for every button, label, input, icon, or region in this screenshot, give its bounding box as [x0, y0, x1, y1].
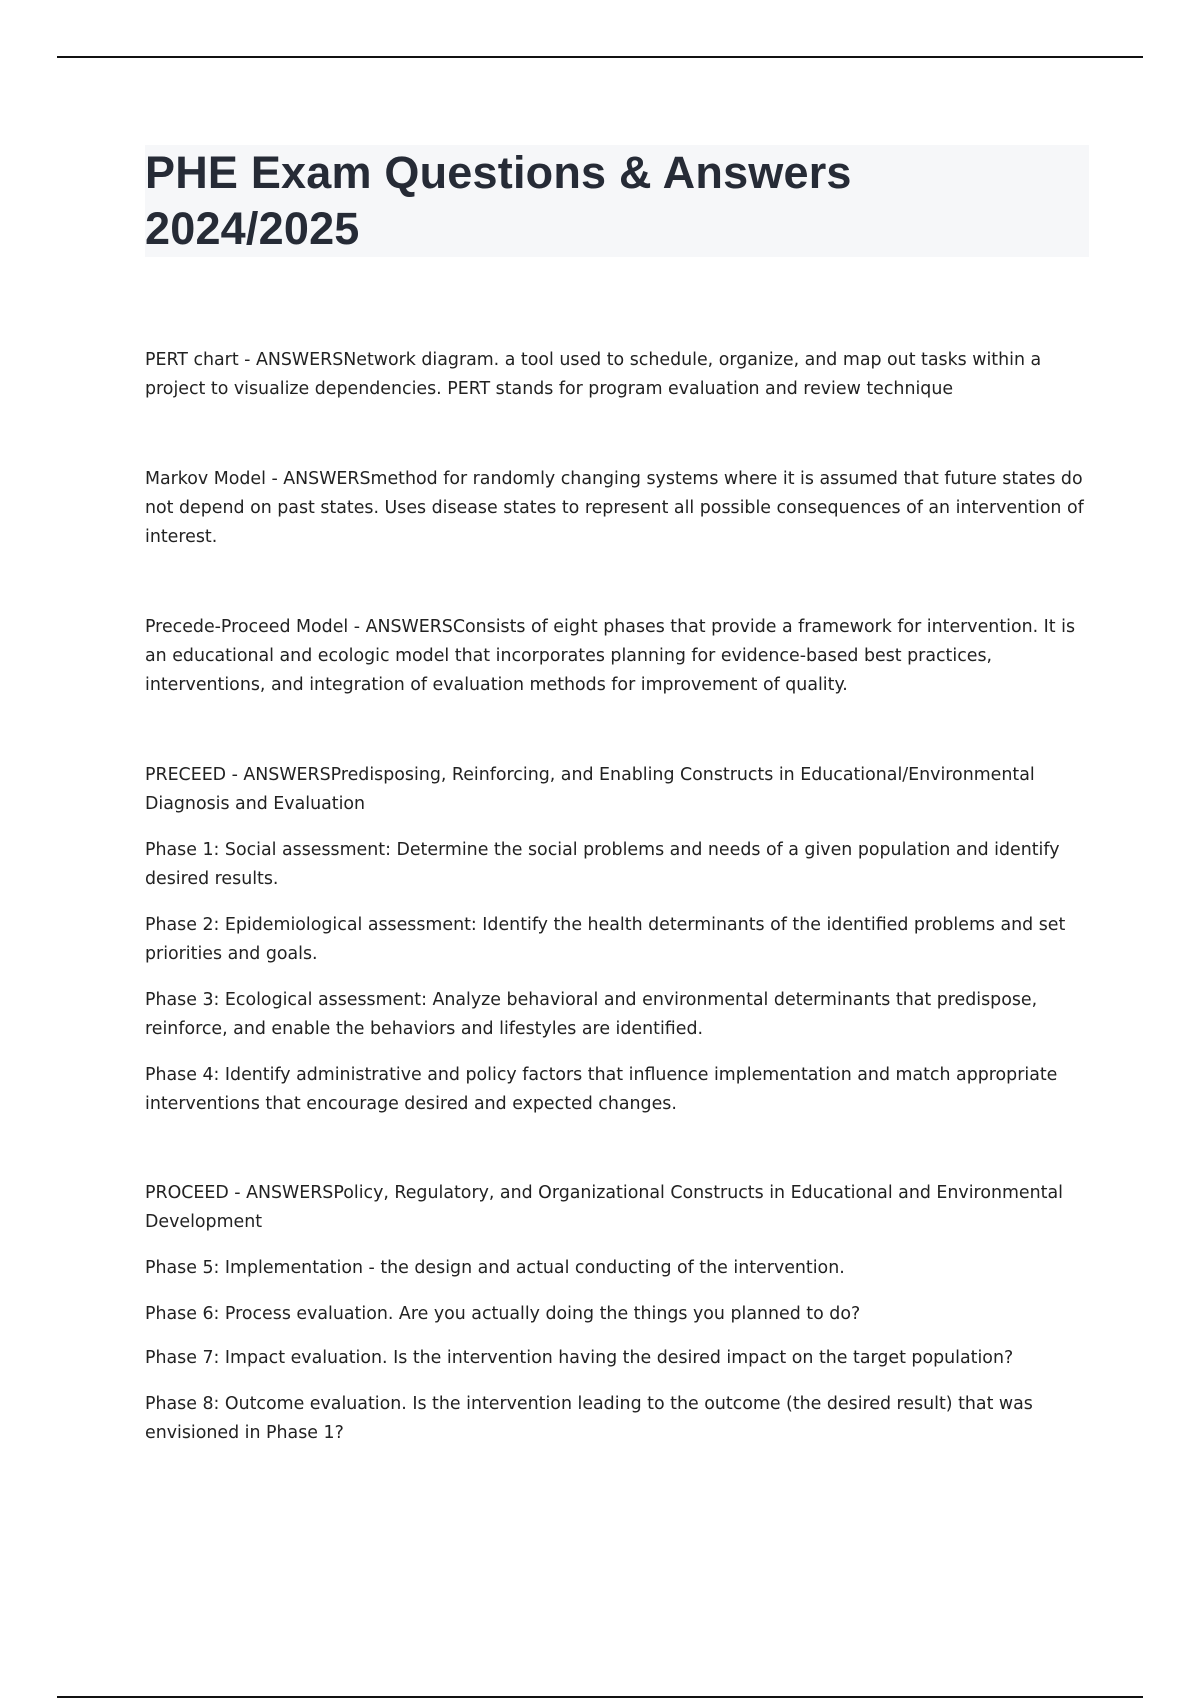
phase-3: Phase 3: Ecological assessment: Analyze behavioral and environmental determinants that predispose, reinforce, and enable the behaviors and lifestyles are identified. — [145, 990, 1038, 1039]
entry-intro: PRECEED - ANSWERSPredisposing, Reinforcing, and Enabling Constructs in Educational/Environmental Diagnosis and Evaluation — [145, 765, 1035, 814]
phase-8: Phase 8: Outcome evaluation. Is the intervention leading to the outcome (the desired result) that was envisioned in Phase 1? — [145, 1394, 1033, 1443]
title-line-1: PHE Exam Questions & Answers — [145, 147, 852, 198]
phase-7: Phase 7: Impact evaluation. Is the intervention having the desired impact on the target population? — [145, 1348, 1014, 1368]
top-rule — [57, 56, 1143, 58]
bottom-rule — [57, 1696, 1143, 1698]
phase-4: Phase 4: Identify administrative and policy factors that influence implementation and match appropriate interventions that encourage desired and expected changes. — [145, 1065, 1058, 1114]
entry-text: Precede-Proceed Model - ANSWERSConsists of eight phases that provide a framework for intervention. It is an educational and ecologic model that incorporates planning for evidence-based best practices, interventions, and integration of evaluation methods for improvement of quality. — [145, 617, 1076, 695]
entry-text: Markov Model - ANSWERSmethod for randomly changing systems where it is assumed that future states do not depend on past states. Uses disease states to represent all possible consequences of an intervention of interest. — [145, 469, 1084, 547]
page-title — [145, 145, 1089, 257]
entry-preceed — [145, 761, 1095, 1119]
entry-proceed — [145, 1179, 1095, 1448]
document-body — [145, 346, 1095, 1448]
entry-pert-chart — [145, 346, 1095, 404]
phase-2: Phase 2: Epidemiological assessment: Identify the health determinants of the identified problems and set priorities and goals. — [145, 915, 1066, 964]
entry-markov-model — [145, 465, 1095, 552]
entry-precede-proceed-model — [145, 613, 1095, 700]
title-block — [145, 145, 1089, 257]
entry-text: PERT chart - ANSWERSNetwork diagram. a tool used to schedule, organize, and map out tasks within a project to visualize dependencies. PERT stands for program evaluation and review technique — [145, 350, 1042, 399]
title-line-2: 2024/2025 — [145, 203, 360, 254]
phase-6: Phase 6: Process evaluation. Are you actually doing the things you planned to do? — [145, 1304, 861, 1324]
phase-5: Phase 5: Implementation - the design and actual conducting of the intervention. — [145, 1258, 845, 1278]
phase-1: Phase 1: Social assessment: Determine the social problems and needs of a given population and identify desired results. — [145, 840, 1060, 889]
entry-intro: PROCEED - ANSWERSPolicy, Regulatory, and Organizational Constructs in Educational and Environmental Development — [145, 1183, 1063, 1232]
